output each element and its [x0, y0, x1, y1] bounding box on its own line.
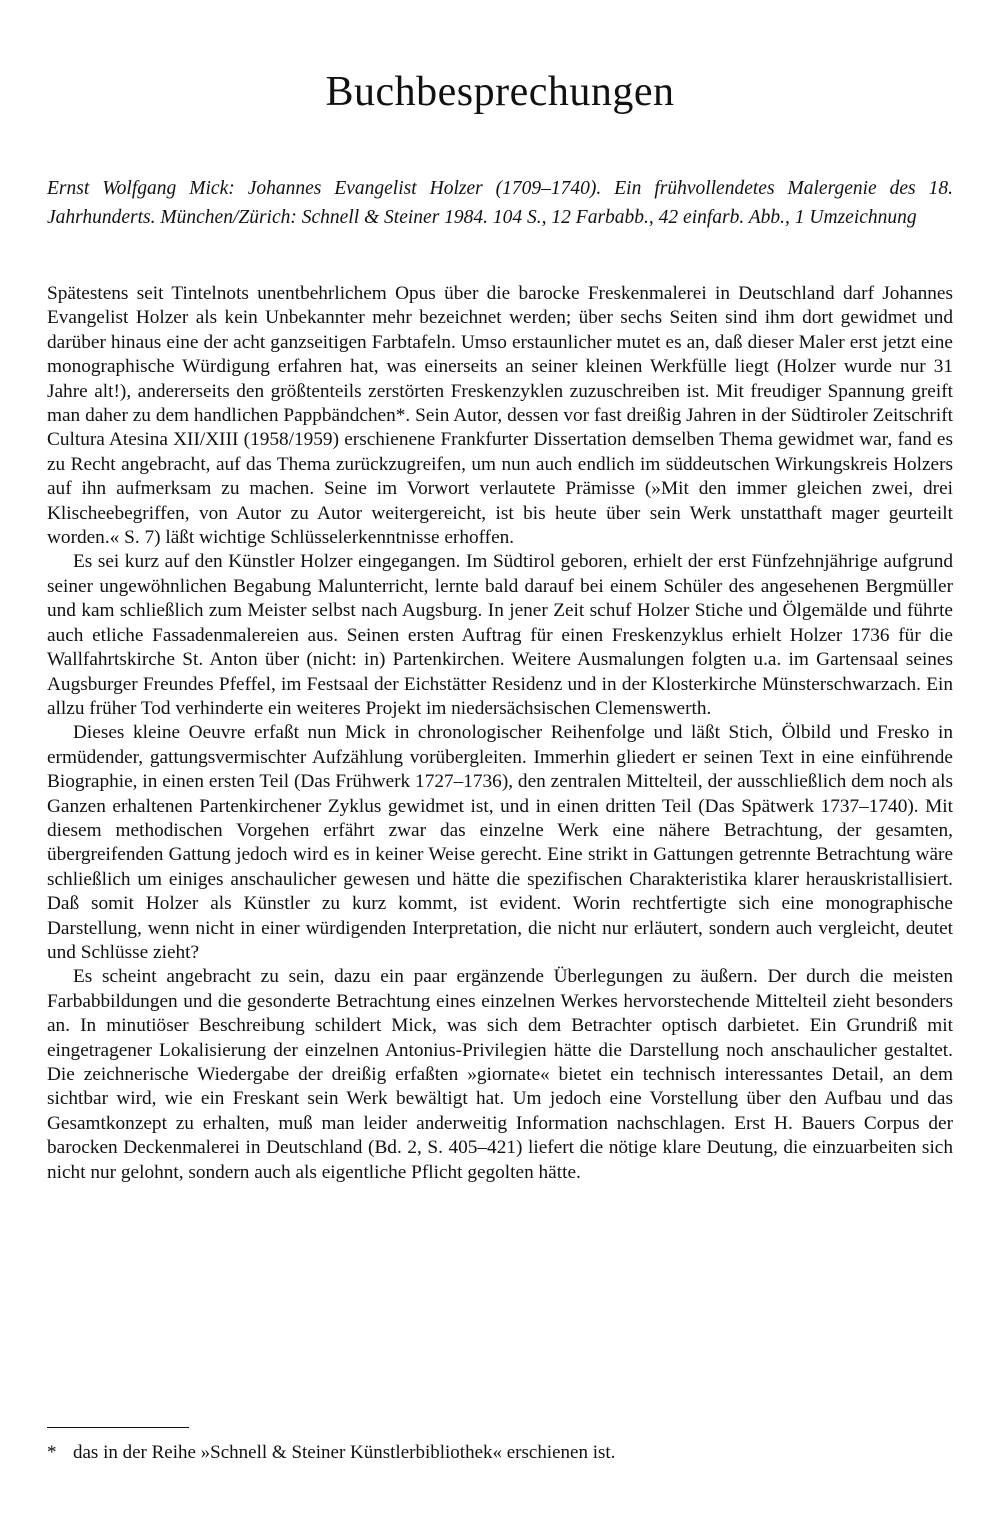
review-body	[47, 282, 953, 1185]
paragraph-4: Es scheint angebracht zu sein, dazu ein paar ergänzende Überlegungen zu äußern. Der durch die meisten Farbabbildungen und die gesonderte Betrachtung eines einzelnen Werkes hervorstechende Mittelteil zieht besonders an. In minutiöser Beschreibung schildert Mick, was sich dem Betrachter optisch darbietet. Ein Grundriß mit eingetragener Lokalisierung der einzelnen Antonius-Privilegien hätte die Darstellung noch anschaulicher gestaltet. Die zeichnerische Wiedergabe der dreißig erfaßten »giornate« bietet ein technisch interessantes Detail, an dem sichtbar wird, wie ein Freskant sein Werk bewältigt hat. Um jedoch eine Vorstellung über den Aufbau und das Gesamtkonzept zu erhalten, muß man leider anderweitig Information nachschlagen. Erst H. Bauers Corpus der barocken Deckenmalerei in Deutschland (Bd. 2, S. 405–421) liefert die nötige klare Deutung, die einzuarbeiten sich nicht nur gelohnt, sondern auch als eigentliche Pflicht gegolten hätte.	[47, 966, 953, 1183]
paragraph-1: Spätestens seit Tintelnots unentbehrlichem Opus über die barocke Freskenmalerei in Deutschland darf Johannes Evangelist Holzer als kein Unbekannter mehr bezeichnet werden; über sechs Seiten sind ihm dort gewidmet und darüber hinaus eine der acht ganzseitigen Farbtafeln. Umso erstaunlicher mutet es an, daß dieser Maler erst jetzt eine monographische Würdigung erfahren hat, was einerseits an seiner kleinen Werkfülle liegt (Holzer wurde nur 31 Jahre alt!), andererseits den größtenteils zerstörten Freskenzyklen zuzuschreiben ist. Mit freudiger Spannung greift man daher zu dem handlichen Pappbändchen*. Sein Autor, dessen vor fast dreißig Jahren in der Südtiroler Zeitschrift Cultura Atesina XII/XIII (1958/1959) erschienene Frankfurter Dissertation demselben Thema gewidmet war, fand es zu Recht angebracht, auf das Thema zurückzugreifen, um nun auch endlich im süddeutschen Wirkungskreis Holzers auf ihn aufmerksam zu machen. Seine im Vorwort verlautete Prämisse (»Mit den immer gleichen zwei, drei Klischeebegriffen, von Autor zu Autor weitergereicht, ist bis heute über sein Werk unstatthaft mager geurteilt worden.« S. 7) läßt wichtige Schlüsselerkenntnisse erhoffen.	[47, 283, 953, 549]
footnote	[47, 1441, 953, 1465]
book-citation: Ernst Wolfgang Mick: Johannes Evangelist Holzer (1709–1740). Ein frühvollendetes Malergenie des 18. Jahrhunderts. München/Zürich: Schnell & Steiner 1984. 104 S., 12 Farbabb., 42 einfarb. Abb., 1 Umzeichnung	[47, 178, 953, 228]
page-title: Buchbesprechungen	[325, 69, 675, 115]
footnote-divider	[47, 1427, 189, 1428]
footnote-mark: *	[47, 1442, 57, 1463]
paragraph-2: Es sei kurz auf den Künstler Holzer eingegangen. Im Südtirol geboren, erhielt der erst Fünfzehnjährige aufgrund seiner ungewöhnlichen Begabung Malunterricht, lernte bald darauf bei einem Schüler des angesehenen Bergmüller und kam schließlich zum Meister selbst nach Augsburg. In jener Zeit schuf Holzer Stiche und Ölgemälde und führte auch etliche Fassadenmalereien aus. Seinen ersten Auftrag für einen Freskenzyklus erhielt Holzer 1736 für die Wallfahrtskirche St. Anton über (nicht: in) Partenkirchen. Weitere Ausmalungen folgten u.a. im Gartensaal seines Augsburger Freundes Pfeffel, im Festsaal der Eichstätter Residenz und in der Klosterkirche Münsterschwarzach. Ein allzu früher Tod verhinderte ein weiteres Projekt im niedersächsischen Clemenswerth.	[47, 551, 953, 719]
footnote-text: das in der Reihe »Schnell & Steiner Künstlerbibliothek« erschienen ist.	[73, 1442, 616, 1463]
paragraph-3: Dieses kleine Oeuvre erfaßt nun Mick in chronologischer Reihenfolge und läßt Stich, Ölbild und Fresko in ermüdender, gattungsvermischter Aufzählung vorübergleiten. Immerhin gliedert er seinen Text in eine einführende Biographie, in einen ersten Teil (Das Frühwerk 1727–1736), den zentralen Mittelteil, der ausschließlich dem noch als Ganzen erhaltenen Partenkirchener Zyklus gewidmet ist, und in einen dritten Teil (Das Spätwerk 1737–1740). Mit diesem methodischen Vorgehen erfährt zwar das einzelne Werk eine nähere Betrachtung, der gesamten, übergreifenden Gattung jedoch wird es in keiner Weise gerecht. Eine strikt in Gattungen getrennte Betrachtung wäre schließlich um einiges anschaulicher gewesen und hätte die spezifischen Charakteristika klarer herauskristallisiert. Daß somit Holzer als Künstler zu kurz kommt, ist evident. Worin rechtfertigte sich eine monographische Darstellung, wenn nicht in einer würdigenden Interpretation, die nicht nur erläutert, sondern auch vergleicht, deutet und Schlüsse zieht?	[47, 722, 953, 963]
